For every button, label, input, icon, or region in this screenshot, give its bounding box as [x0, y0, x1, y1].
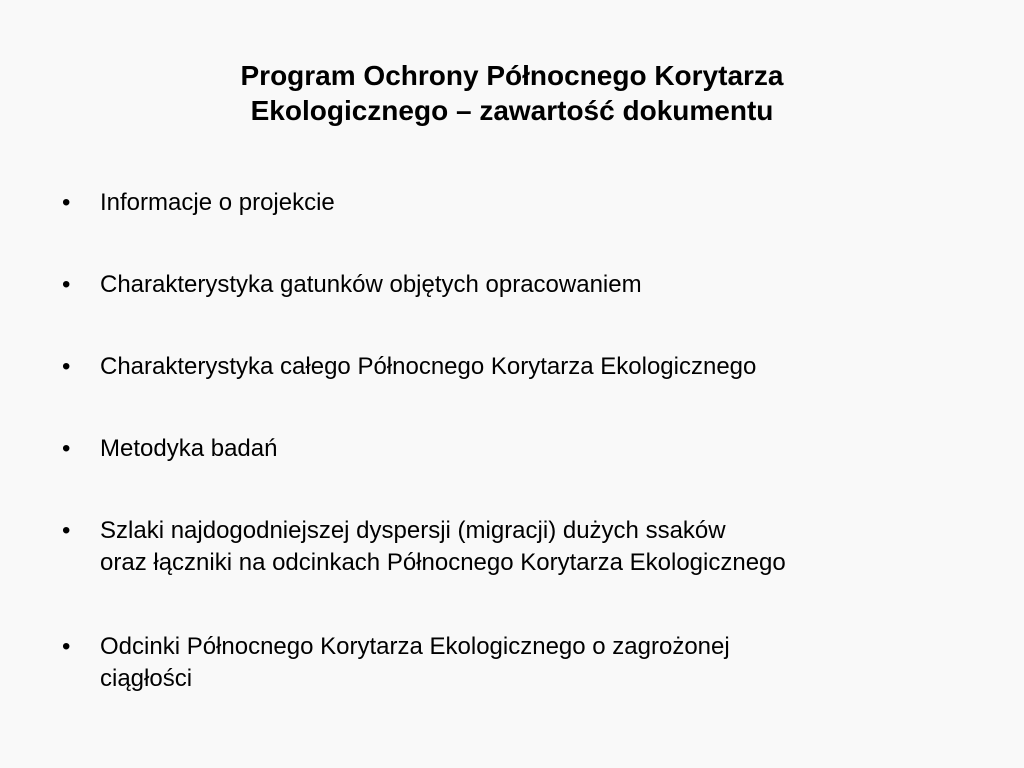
bullet-line: Metodyka badań: [100, 435, 278, 462]
bullet-icon: •: [62, 353, 71, 380]
bullet-item-migration-routes: [62, 515, 962, 579]
bullet-line: Informacje o projekcie: [100, 189, 335, 216]
bullet-line: Odcinki Północnego Korytarza Ekologicznego o zagrożonej: [100, 633, 730, 660]
slide-title-line-2: Ekologicznego – zawartość dokumentu: [250, 95, 774, 126]
bullet-text: [100, 269, 962, 301]
bullet-item-species-characteristics: [62, 269, 962, 301]
bullet-text: [100, 433, 962, 465]
bullet-icon: •: [62, 189, 71, 216]
bullet-line: Szlaki najdogodniejszej dyspersji (migracji) dużych ssaków: [100, 517, 726, 544]
bullet-text: [100, 351, 962, 383]
bullet-text: [100, 515, 962, 579]
bullet-line: Charakterystyka gatunków objętych opracowaniem: [100, 271, 642, 298]
bullet-text: [100, 631, 962, 695]
bullet-icon: •: [62, 435, 71, 462]
bullet-item-corridor-characteristics: [62, 351, 962, 383]
bullet-icon: •: [62, 633, 71, 660]
bullet-icon: •: [62, 517, 71, 544]
bullet-line: oraz łączniki na odcinkach Północnego Korytarza Ekologicznego: [100, 549, 786, 576]
bullet-icon: •: [62, 271, 71, 298]
bullet-text: [100, 187, 962, 219]
bullet-line: ciągłości: [100, 665, 193, 692]
bullet-line: Charakterystyka całego Północnego Korytarza Ekologicznego: [100, 353, 757, 380]
bullet-item-research-methodology: [62, 433, 962, 465]
slide-title-line-1: Program Ochrony Północnego Korytarza: [240, 60, 784, 91]
bullet-item-project-info: [62, 187, 962, 219]
bullet-item-threatened-sections: [62, 631, 962, 695]
